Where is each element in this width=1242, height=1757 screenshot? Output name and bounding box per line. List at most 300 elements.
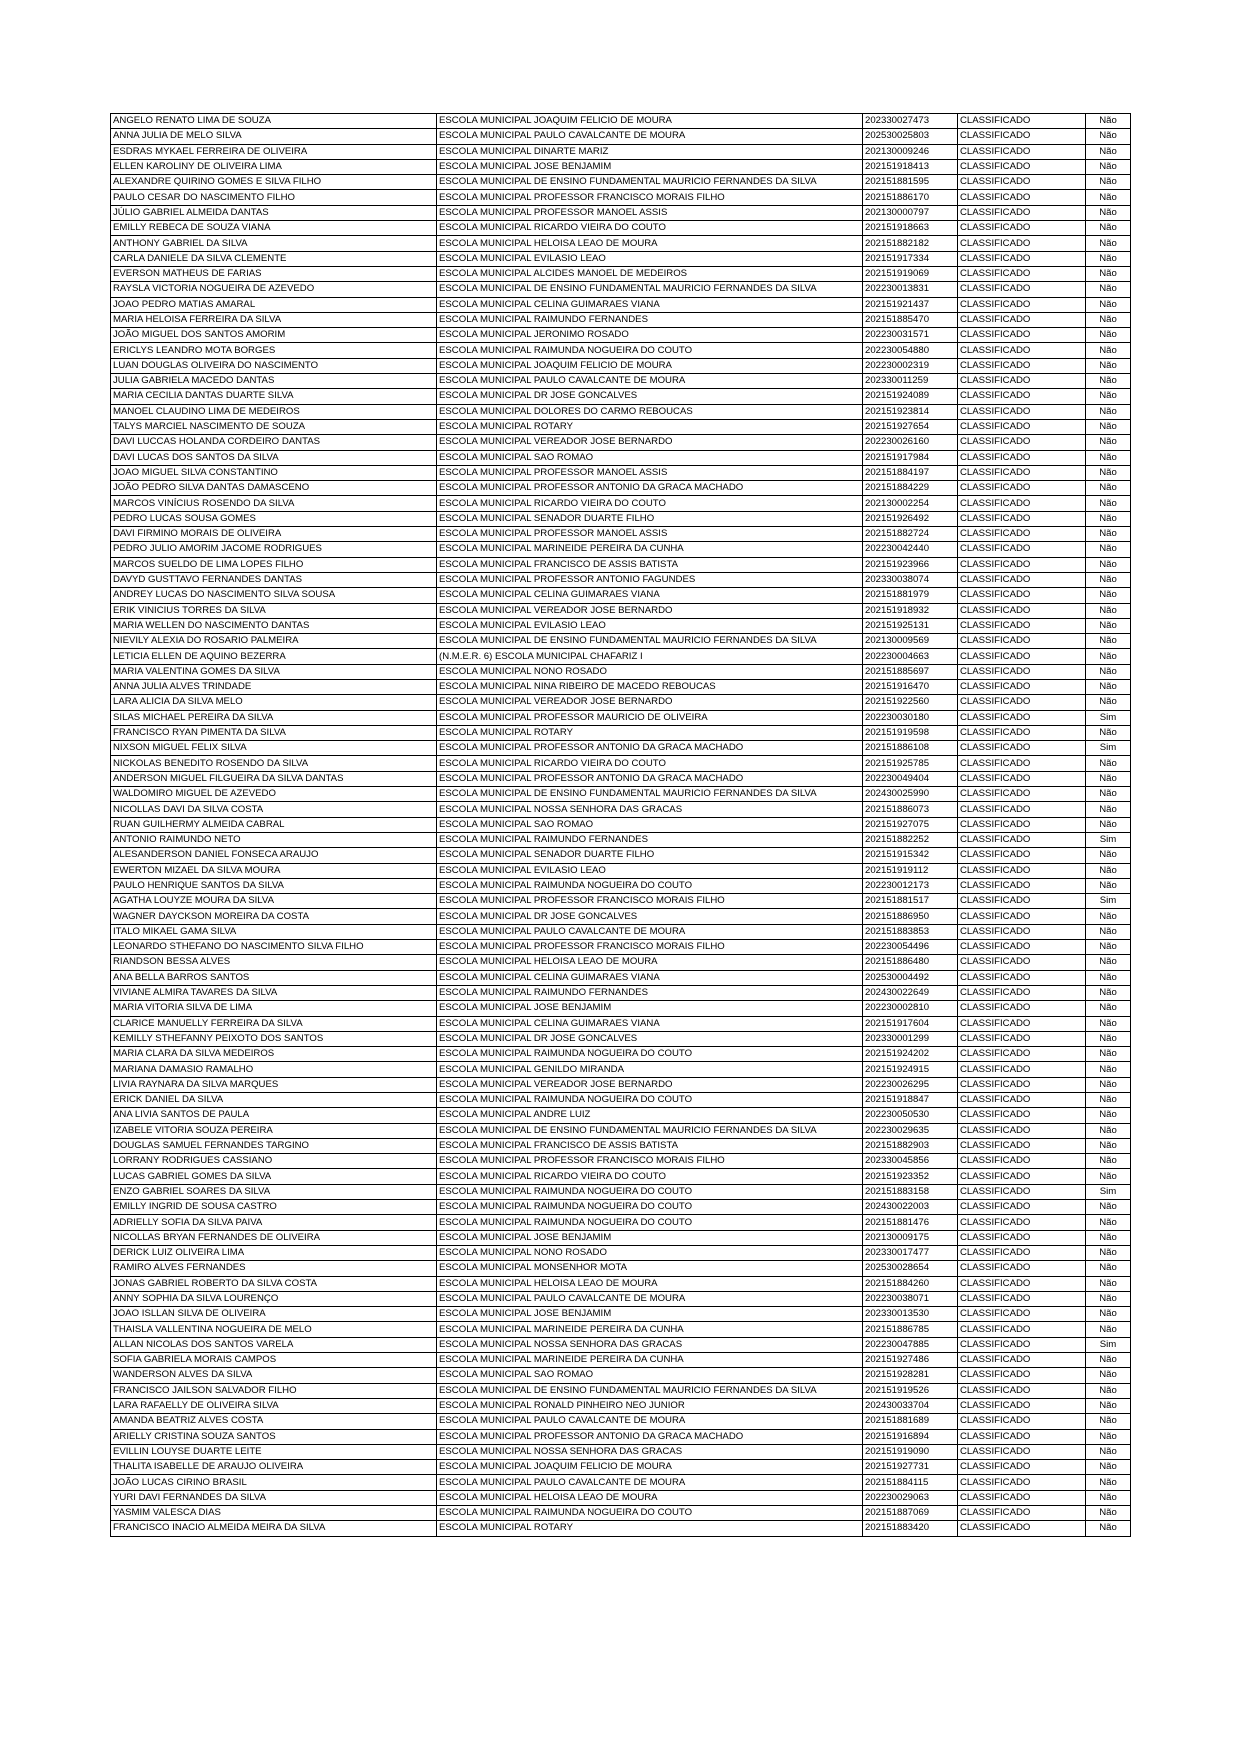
school-name-cell: ESCOLA MUNICIPAL RAIMUNDA NOGUEIRA DO COUTO <box>437 878 863 893</box>
status-cell: CLASSIFICADO <box>958 1200 1086 1215</box>
registration-number-cell: 202151886480 <box>863 955 958 970</box>
school-name-cell: ESCOLA MUNICIPAL EVILASIO LEAO <box>437 251 863 266</box>
registration-number-cell: 202151882724 <box>863 527 958 542</box>
student-name-cell: ALLAN NICOLAS DOS SANTOS VARELA <box>111 1337 437 1352</box>
registration-number-cell: 202130000797 <box>863 205 958 220</box>
status-cell: CLASSIFICADO <box>958 603 1086 618</box>
status-cell: CLASSIFICADO <box>958 527 1086 542</box>
registration-number-cell: 202151918413 <box>863 159 958 174</box>
status-cell: CLASSIFICADO <box>958 205 1086 220</box>
table-row <box>111 1368 1131 1383</box>
status-cell: CLASSIFICADO <box>958 557 1086 572</box>
school-name-cell: ESCOLA MUNICIPAL PROFESSOR FRANCISCO MORAIS FILHO <box>437 894 863 909</box>
status-cell: CLASSIFICADO <box>958 129 1086 144</box>
status-cell: CLASSIFICADO <box>958 1184 1086 1199</box>
registration-number-cell: 202151926492 <box>863 511 958 526</box>
flag-cell: Não <box>1086 1001 1131 1016</box>
table-row <box>111 756 1131 771</box>
flag-cell: Não <box>1086 572 1131 587</box>
school-name-cell: ESCOLA MUNICIPAL DE ENSINO FUNDAMENTAL MAURICIO FERNANDES DA SILVA <box>437 175 863 190</box>
registration-number-cell: 202330017477 <box>863 1245 958 1260</box>
school-name-cell: ESCOLA MUNICIPAL EVILASIO LEAO <box>437 618 863 633</box>
registration-number-cell: 202151883853 <box>863 924 958 939</box>
table-row <box>111 266 1131 281</box>
flag-cell: Não <box>1086 190 1131 205</box>
flag-cell: Não <box>1086 297 1131 312</box>
registration-number-cell: 202230026160 <box>863 435 958 450</box>
registration-number-cell: 202151887069 <box>863 1506 958 1521</box>
school-name-cell: ESCOLA MUNICIPAL RICARDO VIEIRA DO COUTO <box>437 756 863 771</box>
school-name-cell: ESCOLA MUNICIPAL RAIMUNDA NOGUEIRA DO COUTO <box>437 343 863 358</box>
flag-cell: Não <box>1086 557 1131 572</box>
status-cell: CLASSIFICADO <box>958 1093 1086 1108</box>
flag-cell: Não <box>1086 1154 1131 1169</box>
status-cell: CLASSIFICADO <box>958 1490 1086 1505</box>
school-name-cell: ESCOLA MUNICIPAL PROFESSOR ANTONIO DA GRACA MACHADO <box>437 1429 863 1444</box>
flag-cell: Sim <box>1086 894 1131 909</box>
school-name-cell: ESCOLA MUNICIPAL FRANCISCO DE ASSIS BATISTA <box>437 1138 863 1153</box>
student-name-cell: PAULO CESAR DO NASCIMENTO FILHO <box>111 190 437 205</box>
flag-cell: Não <box>1086 1460 1131 1475</box>
table-row <box>111 1291 1131 1306</box>
status-cell: CLASSIFICADO <box>958 741 1086 756</box>
student-name-cell: JOAO ISLLAN SILVA DE OLIVEIRA <box>111 1307 437 1322</box>
flag-cell: Sim <box>1086 710 1131 725</box>
student-name-cell: PAULO HENRIQUE SANTOS DA SILVA <box>111 878 437 893</box>
school-name-cell: ESCOLA MUNICIPAL MONSENHOR MOTA <box>437 1261 863 1276</box>
school-name-cell: ESCOLA MUNICIPAL RICARDO VIEIRA DO COUTO <box>437 221 863 236</box>
registration-number-cell: 202330011259 <box>863 374 958 389</box>
table-row <box>111 1261 1131 1276</box>
table-row <box>111 1215 1131 1230</box>
flag-cell: Não <box>1086 634 1131 649</box>
flag-cell: Não <box>1086 756 1131 771</box>
flag-cell: Não <box>1086 1215 1131 1230</box>
student-name-cell: PEDRO LUCAS SOUSA GOMES <box>111 511 437 526</box>
student-name-cell: ANDREY LUCAS DO NASCIMENTO SILVA SOUSA <box>111 588 437 603</box>
flag-cell: Não <box>1086 1291 1131 1306</box>
flag-cell: Não <box>1086 465 1131 480</box>
table-row <box>111 251 1131 266</box>
student-name-cell: JOÃO LUCAS CIRINO BRASIL <box>111 1475 437 1490</box>
student-name-cell: ALESANDERSON DANIEL FONSECA ARAUJO <box>111 848 437 863</box>
registration-number-cell: 202230012173 <box>863 878 958 893</box>
table-row <box>111 129 1131 144</box>
student-name-cell: ERIK VINICIUS TORRES DA SILVA <box>111 603 437 618</box>
table-row <box>111 481 1131 496</box>
table-row <box>111 1475 1131 1490</box>
student-name-cell: KEMILLY STHEFANNY PEIXOTO DOS SANTOS <box>111 1031 437 1046</box>
registration-number-cell: 202151917604 <box>863 1016 958 1031</box>
school-name-cell: ESCOLA MUNICIPAL NONO ROSADO <box>437 1245 863 1260</box>
status-cell: CLASSIFICADO <box>958 664 1086 679</box>
school-name-cell: ESCOLA MUNICIPAL PROFESSOR ANTONIO DA GRACA MACHADO <box>437 741 863 756</box>
table-row <box>111 679 1131 694</box>
flag-cell: Não <box>1086 450 1131 465</box>
student-name-cell: ANTONIO RAIMUNDO NETO <box>111 832 437 847</box>
school-name-cell: ESCOLA MUNICIPAL JOAQUIM FELICIO DE MOURA <box>437 114 863 129</box>
school-name-cell: ESCOLA MUNICIPAL PAULO CAVALCANTE DE MOURA <box>437 1291 863 1306</box>
table-row <box>111 114 1131 129</box>
school-name-cell: ESCOLA MUNICIPAL DOLORES DO CARMO REBOUCAS <box>437 404 863 419</box>
flag-cell: Não <box>1086 1368 1131 1383</box>
school-name-cell: ESCOLA MUNICIPAL PROFESSOR MANOEL ASSIS <box>437 527 863 542</box>
status-cell: CLASSIFICADO <box>958 1108 1086 1123</box>
status-cell: CLASSIFICADO <box>958 863 1086 878</box>
table-row <box>111 190 1131 205</box>
school-name-cell: ESCOLA MUNICIPAL JOAQUIM FELICIO DE MOURA <box>437 1460 863 1475</box>
student-name-cell: ANNA JULIA ALVES TRINDADE <box>111 679 437 694</box>
registration-number-cell: 202151918932 <box>863 603 958 618</box>
registration-number-cell: 202530004492 <box>863 970 958 985</box>
status-cell: CLASSIFICADO <box>958 1353 1086 1368</box>
school-name-cell: ESCOLA MUNICIPAL MARINEIDE PEREIRA DA CUNHA <box>437 1353 863 1368</box>
student-name-cell: MARIA CLARA DA SILVA MEDEIROS <box>111 1047 437 1062</box>
registration-number-cell: 202330013530 <box>863 1307 958 1322</box>
status-cell: CLASSIFICADO <box>958 802 1086 817</box>
table-row <box>111 802 1131 817</box>
status-cell: CLASSIFICADO <box>958 725 1086 740</box>
student-name-cell: JULIA GABRIELA MACEDO DANTAS <box>111 374 437 389</box>
status-cell: CLASSIFICADO <box>958 389 1086 404</box>
registration-number-cell: 202230013831 <box>863 282 958 297</box>
student-name-cell: RIANDSON BESSA ALVES <box>111 955 437 970</box>
registration-number-cell: 202151927486 <box>863 1353 958 1368</box>
registration-number-cell: 202230002810 <box>863 1001 958 1016</box>
student-name-cell: DAVI FIRMINO MORAIS DE OLIVEIRA <box>111 527 437 542</box>
student-name-cell: ELLEN KAROLINY DE OLIVEIRA LIMA <box>111 159 437 174</box>
registration-number-cell: 202230054496 <box>863 940 958 955</box>
student-name-cell: NICKOLAS BENEDITO ROSENDO DA SILVA <box>111 756 437 771</box>
status-cell: CLASSIFICADO <box>958 496 1086 511</box>
school-name-cell: ESCOLA MUNICIPAL SENADOR DUARTE FILHO <box>437 511 863 526</box>
student-name-cell: EWERTON MIZAEL DA SILVA MOURA <box>111 863 437 878</box>
status-cell: CLASSIFICADO <box>958 817 1086 832</box>
registration-number-cell: 202330001299 <box>863 1031 958 1046</box>
flag-cell: Não <box>1086 129 1131 144</box>
student-name-cell: WANDERSON ALVES DA SILVA <box>111 1368 437 1383</box>
registration-number-cell: 202151881979 <box>863 588 958 603</box>
school-name-cell: ESCOLA MUNICIPAL DR JOSE GONCALVES <box>437 389 863 404</box>
registration-number-cell: 202151917334 <box>863 251 958 266</box>
school-name-cell: ESCOLA MUNICIPAL VEREADOR JOSE BERNARDO <box>437 435 863 450</box>
flag-cell: Não <box>1086 695 1131 710</box>
registration-number-cell: 202151883420 <box>863 1521 958 1536</box>
flag-cell: Não <box>1086 1475 1131 1490</box>
table-row <box>111 970 1131 985</box>
student-name-cell: RAYSLA VICTORIA NOGUEIRA DE AZEVEDO <box>111 282 437 297</box>
table-row <box>111 1506 1131 1521</box>
student-name-cell: ALEXANDRE QUIRINO GOMES E SILVA FILHO <box>111 175 437 190</box>
registration-number-cell: 202151884197 <box>863 465 958 480</box>
status-cell: CLASSIFICADO <box>958 832 1086 847</box>
flag-cell: Não <box>1086 1077 1131 1092</box>
flag-cell: Sim <box>1086 832 1131 847</box>
registration-number-cell: 202151882182 <box>863 236 958 251</box>
table-row <box>111 205 1131 220</box>
student-name-cell: MARCOS VINÍCIUS ROSENDO DA SILVA <box>111 496 437 511</box>
table-row <box>111 1169 1131 1184</box>
school-name-cell: ESCOLA MUNICIPAL DE ENSINO FUNDAMENTAL MAURICIO FERNANDES DA SILVA <box>437 787 863 802</box>
student-name-cell: CARLA DANIELE DA SILVA CLEMENTE <box>111 251 437 266</box>
status-cell: CLASSIFICADO <box>958 450 1086 465</box>
status-cell: CLASSIFICADO <box>958 358 1086 373</box>
status-cell: CLASSIFICADO <box>958 756 1086 771</box>
school-name-cell: ESCOLA MUNICIPAL DE ENSINO FUNDAMENTAL MAURICIO FERNANDES DA SILVA <box>437 282 863 297</box>
table-row <box>111 909 1131 924</box>
registration-number-cell: 202230030180 <box>863 710 958 725</box>
flag-cell: Não <box>1086 1261 1131 1276</box>
school-name-cell: ESCOLA MUNICIPAL DR JOSE GONCALVES <box>437 1031 863 1046</box>
student-name-cell: FRANCISCO INACIO ALMEIDA MEIRA DA SILVA <box>111 1521 437 1536</box>
student-name-cell: WALDOMIRO MIGUEL DE AZEVEDO <box>111 787 437 802</box>
table-row <box>111 236 1131 251</box>
student-name-cell: LORRANY RODRIGUES CASSIANO <box>111 1154 437 1169</box>
status-cell: CLASSIFICADO <box>958 221 1086 236</box>
table-row <box>111 282 1131 297</box>
school-name-cell: ESCOLA MUNICIPAL CELINA GUIMARAES VIANA <box>437 297 863 312</box>
status-cell: CLASSIFICADO <box>958 1398 1086 1413</box>
registration-number-cell: 202151884260 <box>863 1276 958 1291</box>
flag-cell: Não <box>1086 114 1131 129</box>
status-cell: CLASSIFICADO <box>958 1261 1086 1276</box>
school-name-cell: ESCOLA MUNICIPAL SAO ROMAO <box>437 1368 863 1383</box>
flag-cell: Não <box>1086 282 1131 297</box>
flag-cell: Não <box>1086 1016 1131 1031</box>
flag-cell: Não <box>1086 435 1131 450</box>
flag-cell: Não <box>1086 1138 1131 1153</box>
school-name-cell: ESCOLA MUNICIPAL ANDRE LUIZ <box>437 1108 863 1123</box>
student-name-cell: EMILLY REBECA DE SOUZA VIANA <box>111 221 437 236</box>
flag-cell: Não <box>1086 144 1131 159</box>
flag-cell: Não <box>1086 251 1131 266</box>
table-row <box>111 1460 1131 1475</box>
registration-number-cell: 202130009569 <box>863 634 958 649</box>
registration-number-cell: 202151919598 <box>863 725 958 740</box>
registration-number-cell: 202230038071 <box>863 1291 958 1306</box>
student-name-cell: DERICK LUIZ OLIVEIRA LIMA <box>111 1245 437 1260</box>
status-cell: CLASSIFICADO <box>958 175 1086 190</box>
student-name-cell: ARIELLY CRISTINA SOUZA SANTOS <box>111 1429 437 1444</box>
table-row <box>111 328 1131 343</box>
status-cell: CLASSIFICADO <box>958 266 1086 281</box>
table-row <box>111 465 1131 480</box>
school-name-cell: ESCOLA MUNICIPAL PROFESSOR MAURICIO DE OLIVEIRA <box>437 710 863 725</box>
registration-number-cell: 202151927731 <box>863 1460 958 1475</box>
registration-number-cell: 202151882252 <box>863 832 958 847</box>
registration-number-cell: 202230029063 <box>863 1490 958 1505</box>
school-name-cell: ESCOLA MUNICIPAL SAO ROMAO <box>437 450 863 465</box>
registration-number-cell: 202151916470 <box>863 679 958 694</box>
status-cell: CLASSIFICADO <box>958 144 1086 159</box>
school-name-cell: ESCOLA MUNICIPAL CELINA GUIMARAES VIANA <box>437 588 863 603</box>
flag-cell: Não <box>1086 481 1131 496</box>
table-row <box>111 144 1131 159</box>
registration-number-cell: 202151918663 <box>863 221 958 236</box>
status-cell: CLASSIFICADO <box>958 542 1086 557</box>
registration-number-cell: 202130002254 <box>863 496 958 511</box>
table-row <box>111 1276 1131 1291</box>
status-cell: CLASSIFICADO <box>958 1138 1086 1153</box>
registration-number-cell: 202151885470 <box>863 312 958 327</box>
flag-cell: Não <box>1086 787 1131 802</box>
table-row <box>111 1230 1131 1245</box>
status-cell: CLASSIFICADO <box>958 710 1086 725</box>
registration-number-cell: 202151881476 <box>863 1215 958 1230</box>
student-name-cell: JÚLIO GABRIEL ALMEIDA DANTAS <box>111 205 437 220</box>
status-cell: CLASSIFICADO <box>958 1047 1086 1062</box>
table-row <box>111 542 1131 557</box>
flag-cell: Não <box>1086 802 1131 817</box>
table-row <box>111 572 1131 587</box>
flag-cell: Não <box>1086 1322 1131 1337</box>
registration-number-cell: 202530025803 <box>863 129 958 144</box>
school-name-cell: ESCOLA MUNICIPAL RICARDO VIEIRA DO COUTO <box>437 496 863 511</box>
registration-number-cell: 202230047885 <box>863 1337 958 1352</box>
flag-cell: Não <box>1086 603 1131 618</box>
status-cell: CLASSIFICADO <box>958 1322 1086 1337</box>
status-cell: CLASSIFICADO <box>958 1506 1086 1521</box>
school-name-cell: ESCOLA MUNICIPAL VEREADOR JOSE BERNARDO <box>437 1077 863 1092</box>
status-cell: CLASSIFICADO <box>958 404 1086 419</box>
table-row <box>111 1200 1131 1215</box>
registration-number-cell: 202151927075 <box>863 817 958 832</box>
status-cell: CLASSIFICADO <box>958 1429 1086 1444</box>
student-name-cell: DAVI LUCAS DOS SANTOS DA SILVA <box>111 450 437 465</box>
registration-number-cell: 202151886785 <box>863 1322 958 1337</box>
flag-cell: Não <box>1086 649 1131 664</box>
school-name-cell: ESCOLA MUNICIPAL ROTARY <box>437 419 863 434</box>
table-row <box>111 787 1131 802</box>
student-name-cell: MARIA WELLEN DO NASCIMENTO DANTAS <box>111 618 437 633</box>
school-name-cell: ESCOLA MUNICIPAL CELINA GUIMARAES VIANA <box>437 970 863 985</box>
flag-cell: Não <box>1086 1490 1131 1505</box>
student-name-cell: ANDERSON MIGUEL FILGUEIRA DA SILVA DANTAS <box>111 771 437 786</box>
registration-number-cell: 202151924089 <box>863 389 958 404</box>
school-name-cell: ESCOLA MUNICIPAL DINARTE MARIZ <box>437 144 863 159</box>
school-name-cell: ESCOLA MUNICIPAL MARINEIDE PEREIRA DA CUNHA <box>437 542 863 557</box>
registration-number-cell: 202530028654 <box>863 1261 958 1276</box>
registration-number-cell: 202330027473 <box>863 114 958 129</box>
table-row <box>111 1047 1131 1062</box>
flag-cell: Não <box>1086 863 1131 878</box>
table-row <box>111 1108 1131 1123</box>
school-name-cell: ESCOLA MUNICIPAL NINA RIBEIRO DE MACEDO REBOUCAS <box>437 679 863 694</box>
registration-number-cell: 202230004663 <box>863 649 958 664</box>
student-name-cell: THAISLA VALLENTINA NOGUEIRA DE MELO <box>111 1322 437 1337</box>
flag-cell: Não <box>1086 1047 1131 1062</box>
status-cell: CLASSIFICADO <box>958 649 1086 664</box>
table-row <box>111 175 1131 190</box>
table-row <box>111 312 1131 327</box>
registration-number-cell: 202230054880 <box>863 343 958 358</box>
status-cell: CLASSIFICADO <box>958 970 1086 985</box>
school-name-cell: ESCOLA MUNICIPAL PROFESSOR MANOEL ASSIS <box>437 205 863 220</box>
student-name-cell: LARA RAFAELLY DE OLIVEIRA SILVA <box>111 1398 437 1413</box>
status-cell: CLASSIFICADO <box>958 1123 1086 1138</box>
flag-cell: Não <box>1086 312 1131 327</box>
table-row <box>111 1031 1131 1046</box>
student-name-cell: ANA BELLA BARROS SANTOS <box>111 970 437 985</box>
table-row <box>111 404 1131 419</box>
student-name-cell: ANNA JULIA DE MELO SILVA <box>111 129 437 144</box>
flag-cell: Não <box>1086 358 1131 373</box>
flag-cell: Não <box>1086 221 1131 236</box>
student-name-cell: NIEVILY ALEXIA DO ROSARIO PALMEIRA <box>111 634 437 649</box>
status-cell: CLASSIFICADO <box>958 1368 1086 1383</box>
table-row <box>111 297 1131 312</box>
school-name-cell: ESCOLA MUNICIPAL DE ENSINO FUNDAMENTAL MAURICIO FERNANDES DA SILVA <box>437 1383 863 1398</box>
flag-cell: Não <box>1086 374 1131 389</box>
status-cell: CLASSIFICADO <box>958 419 1086 434</box>
status-cell: CLASSIFICADO <box>958 588 1086 603</box>
table-row <box>111 817 1131 832</box>
table-row <box>111 1138 1131 1153</box>
flag-cell: Não <box>1086 1444 1131 1459</box>
school-name-cell: ESCOLA MUNICIPAL DE ENSINO FUNDAMENTAL MAURICIO FERNANDES DA SILVA <box>437 634 863 649</box>
school-name-cell: ESCOLA MUNICIPAL RAIMUNDA NOGUEIRA DO COUTO <box>437 1184 863 1199</box>
school-name-cell: ESCOLA MUNICIPAL HELOISA LEAO DE MOURA <box>437 955 863 970</box>
school-name-cell: ESCOLA MUNICIPAL ROTARY <box>437 725 863 740</box>
flag-cell: Sim <box>1086 1337 1131 1352</box>
student-name-cell: LUCAS GABRIEL GOMES DA SILVA <box>111 1169 437 1184</box>
student-name-cell: LEONARDO STHEFANO DO NASCIMENTO SILVA FILHO <box>111 940 437 955</box>
flag-cell: Não <box>1086 1200 1131 1215</box>
table-row <box>111 771 1131 786</box>
school-name-cell: ESCOLA MUNICIPAL ALCIDES MANOEL DE MEDEIROS <box>437 266 863 281</box>
school-name-cell: ESCOLA MUNICIPAL NOSSA SENHORA DAS GRACAS <box>437 802 863 817</box>
student-name-cell: LETICIA ELLEN DE AQUINO BEZERRA <box>111 649 437 664</box>
school-name-cell: ESCOLA MUNICIPAL PROFESSOR FRANCISCO MORAIS FILHO <box>437 190 863 205</box>
student-name-cell: RAMIRO ALVES FERNANDES <box>111 1261 437 1276</box>
table-row <box>111 664 1131 679</box>
registration-number-cell: 202151886073 <box>863 802 958 817</box>
flag-cell: Não <box>1086 1230 1131 1245</box>
school-name-cell: ESCOLA MUNICIPAL RAIMUNDA NOGUEIRA DO COUTO <box>437 1093 863 1108</box>
student-name-cell: NICOLLAS BRYAN FERNANDES DE OLIVEIRA <box>111 1230 437 1245</box>
status-cell: CLASSIFICADO <box>958 1001 1086 1016</box>
registration-number-cell: 202430025990 <box>863 787 958 802</box>
status-cell: CLASSIFICADO <box>958 435 1086 450</box>
registration-number-cell: 202151883158 <box>863 1184 958 1199</box>
registration-number-cell: 202230002319 <box>863 358 958 373</box>
student-name-cell: AGATHA LOUYZE MOURA DA SILVA <box>111 894 437 909</box>
registration-number-cell: 202151916894 <box>863 1429 958 1444</box>
school-name-cell: ESCOLA MUNICIPAL NOSSA SENHORA DAS GRACAS <box>437 1444 863 1459</box>
flag-cell: Não <box>1086 771 1131 786</box>
registration-number-cell: 202151924202 <box>863 1047 958 1062</box>
flag-cell: Não <box>1086 205 1131 220</box>
school-name-cell: ESCOLA MUNICIPAL RAIMUNDA NOGUEIRA DO COUTO <box>437 1506 863 1521</box>
flag-cell: Não <box>1086 527 1131 542</box>
flag-cell: Não <box>1086 1506 1131 1521</box>
student-name-cell: JOÃO PEDRO SILVA DANTAS DAMASCENO <box>111 481 437 496</box>
registration-number-cell: 202151881595 <box>863 175 958 190</box>
school-name-cell: ESCOLA MUNICIPAL EVILASIO LEAO <box>437 863 863 878</box>
status-cell: CLASSIFICADO <box>958 1414 1086 1429</box>
school-name-cell: ESCOLA MUNICIPAL RICARDO VIEIRA DO COUTO <box>437 1169 863 1184</box>
student-name-cell: LARA ALICIA DA SILVA MELO <box>111 695 437 710</box>
student-name-cell: CLARICE MANUELLY FERREIRA DA SILVA <box>111 1016 437 1031</box>
school-name-cell: ESCOLA MUNICIPAL JOSE BENJAMIM <box>437 159 863 174</box>
status-cell: CLASSIFICADO <box>958 940 1086 955</box>
table-row <box>111 924 1131 939</box>
status-cell: CLASSIFICADO <box>958 374 1086 389</box>
student-name-cell: MARIA CECILIA DANTAS DUARTE SILVA <box>111 389 437 404</box>
registration-number-cell: 202430033704 <box>863 1398 958 1413</box>
status-cell: CLASSIFICADO <box>958 1031 1086 1046</box>
flag-cell: Não <box>1086 970 1131 985</box>
